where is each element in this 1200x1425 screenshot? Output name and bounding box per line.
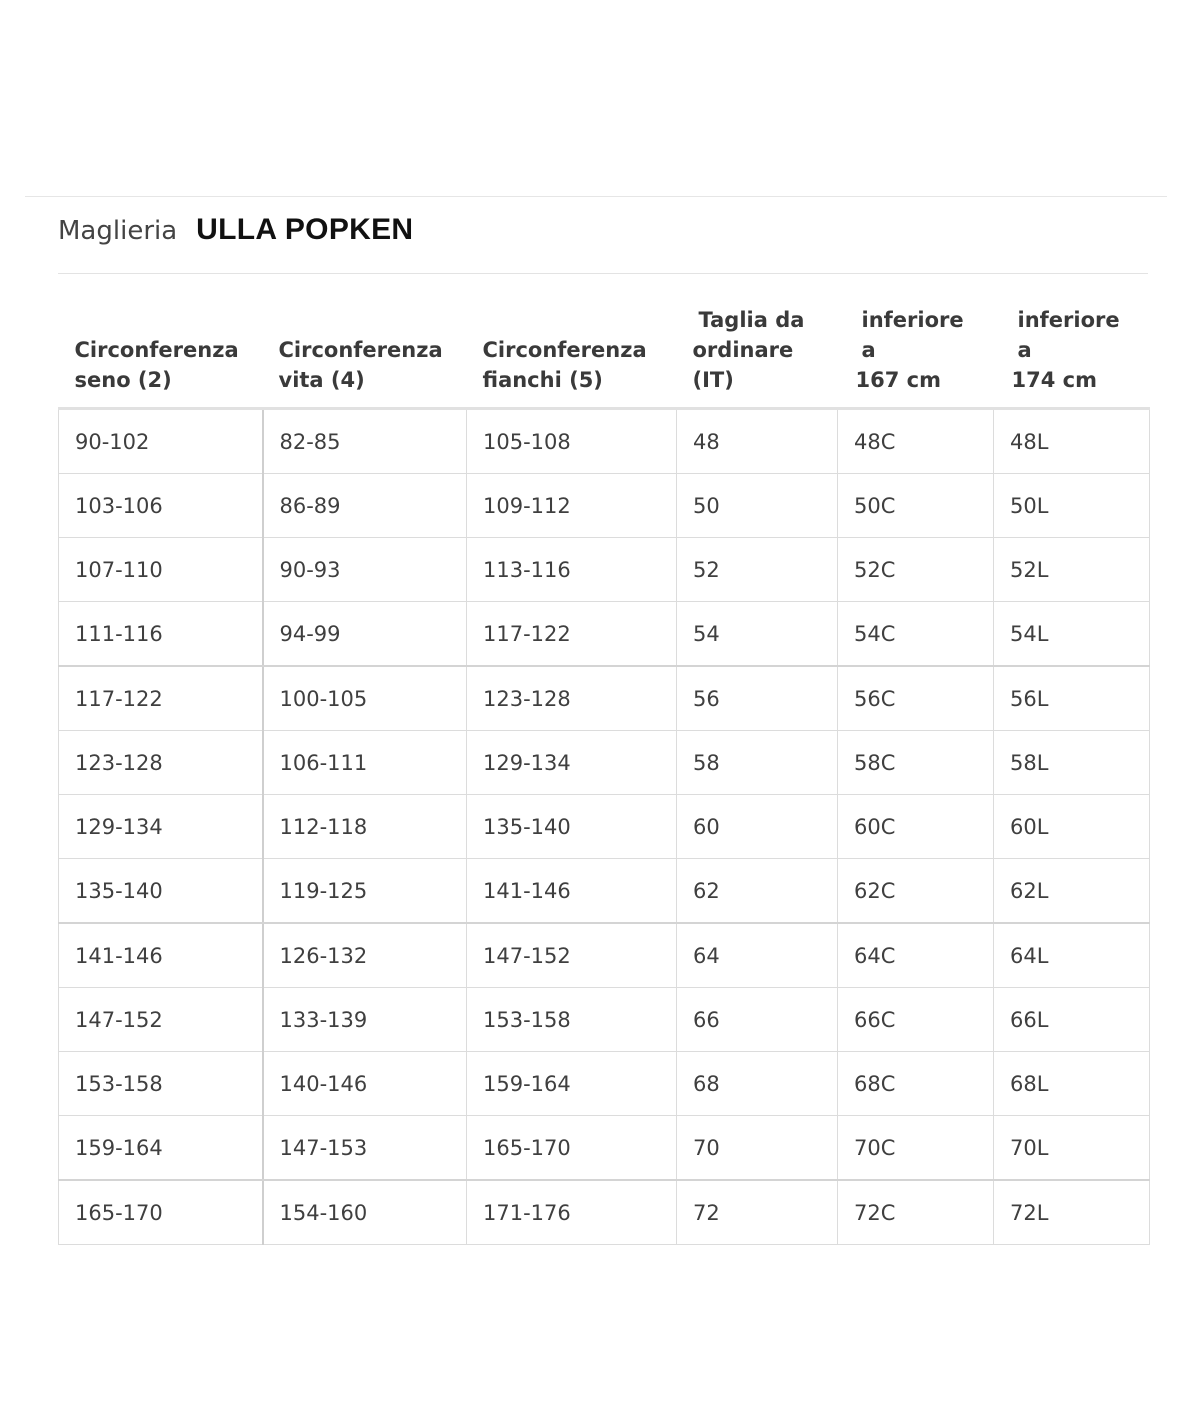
table-title — [58, 213, 413, 257]
table-row — [59, 795, 1150, 859]
header-waist — [263, 287, 467, 409]
cell-size-long: 64L — [994, 923, 1150, 988]
cell-bust: 147-152 — [59, 988, 263, 1052]
cell-size-long: 58L — [994, 731, 1150, 795]
header-under-174 — [994, 287, 1150, 409]
cell-bust: 123-128 — [59, 731, 263, 795]
cell-bust: 135-140 — [59, 859, 263, 924]
table-row — [59, 409, 1150, 474]
cell-waist: 100-105 — [263, 666, 467, 731]
cell-waist: 154-160 — [263, 1180, 467, 1245]
table-row — [59, 1180, 1150, 1245]
cell-size-short: 68C — [838, 1052, 994, 1116]
header-bust — [59, 287, 263, 409]
header-order-size — [677, 287, 838, 409]
cell-bust: 103-106 — [59, 474, 263, 538]
cell-order-size: 64 — [677, 923, 838, 988]
cell-size-long: 68L — [994, 1052, 1150, 1116]
cell-hips: 129-134 — [467, 731, 677, 795]
cell-bust: 111-116 — [59, 602, 263, 667]
header-line: vita (4) — [278, 368, 365, 392]
cell-hips: 141-146 — [467, 859, 677, 924]
cell-size-long: 48L — [994, 409, 1150, 474]
cell-size-short: 56C — [838, 666, 994, 731]
cell-order-size: 68 — [677, 1052, 838, 1116]
table-row — [59, 538, 1150, 602]
size-chart-table — [58, 287, 1150, 1245]
cell-size-long: 60L — [994, 795, 1150, 859]
cell-hips: 117-122 — [467, 602, 677, 667]
cell-order-size: 66 — [677, 988, 838, 1052]
cell-waist: 82-85 — [263, 409, 467, 474]
header-line: Circonferenza — [482, 338, 647, 362]
cell-order-size: 48 — [677, 409, 838, 474]
table-row — [59, 923, 1150, 988]
table-row — [59, 666, 1150, 731]
cell-size-long: 72L — [994, 1180, 1150, 1245]
cell-waist: 147-153 — [263, 1116, 467, 1181]
cell-waist: 112-118 — [263, 795, 467, 859]
cell-hips: 123-128 — [467, 666, 677, 731]
cell-size-short: 60C — [838, 795, 994, 859]
cell-size-long: 62L — [994, 859, 1150, 924]
cell-order-size: 60 — [677, 795, 838, 859]
cell-hips: 147-152 — [467, 923, 677, 988]
cell-waist: 86-89 — [263, 474, 467, 538]
cell-waist: 126-132 — [263, 923, 467, 988]
table-body — [59, 409, 1150, 1245]
header-line: Circonferenza — [278, 338, 443, 362]
cell-order-size: 72 — [677, 1180, 838, 1245]
cell-hips: 109-112 — [467, 474, 677, 538]
header-line: 174 cm — [1011, 368, 1097, 392]
cell-size-short: 72C — [838, 1180, 994, 1245]
cell-hips: 165-170 — [467, 1116, 677, 1181]
cell-order-size: 58 — [677, 731, 838, 795]
cell-waist: 90-93 — [263, 538, 467, 602]
cell-size-short: 66C — [838, 988, 994, 1052]
table-row — [59, 1116, 1150, 1181]
header-line: Circonferenza — [74, 338, 239, 362]
table-header — [59, 287, 1150, 409]
table-row — [59, 988, 1150, 1052]
cell-size-long: 52L — [994, 538, 1150, 602]
header-line: inferiore a — [861, 308, 964, 362]
header-line: seno (2) — [74, 368, 172, 392]
cell-order-size: 52 — [677, 538, 838, 602]
header-hips — [467, 287, 677, 409]
cell-size-long: 70L — [994, 1116, 1150, 1181]
table-row — [59, 474, 1150, 538]
table-row — [59, 602, 1150, 667]
cell-order-size: 70 — [677, 1116, 838, 1181]
cell-bust: 141-146 — [59, 923, 263, 988]
cell-bust: 107-110 — [59, 538, 263, 602]
cell-size-long: 54L — [994, 602, 1150, 667]
header-line: 167 cm — [855, 368, 941, 392]
section-label: Maglieria — [58, 216, 178, 246]
table-row — [59, 731, 1150, 795]
cell-waist: 106-111 — [263, 731, 467, 795]
cell-bust: 117-122 — [59, 666, 263, 731]
cell-hips: 171-176 — [467, 1180, 677, 1245]
cell-waist: 133-139 — [263, 988, 467, 1052]
header-line: (IT) — [692, 368, 734, 392]
cell-size-short: 52C — [838, 538, 994, 602]
cell-size-long: 56L — [994, 666, 1150, 731]
cell-bust: 129-134 — [59, 795, 263, 859]
cell-order-size: 50 — [677, 474, 838, 538]
cell-bust: 90-102 — [59, 409, 263, 474]
cell-size-long: 50L — [994, 474, 1150, 538]
header-line: inferiore a — [1017, 308, 1120, 362]
cell-size-short: 70C — [838, 1116, 994, 1181]
cell-hips: 105-108 — [467, 409, 677, 474]
cell-size-long: 66L — [994, 988, 1150, 1052]
header-line: Taglia da — [698, 308, 805, 332]
table-row — [59, 1052, 1150, 1116]
brand-name: ULLA POPKEN — [196, 213, 414, 246]
header-line: ordinare — [692, 338, 794, 362]
cell-waist: 94-99 — [263, 602, 467, 667]
cell-size-short: 64C — [838, 923, 994, 988]
cell-bust: 165-170 — [59, 1180, 263, 1245]
cell-size-short: 48C — [838, 409, 994, 474]
header-under-167 — [838, 287, 994, 409]
cell-size-short: 58C — [838, 731, 994, 795]
cell-order-size: 62 — [677, 859, 838, 924]
cell-size-short: 50C — [838, 474, 994, 538]
table-row — [59, 859, 1150, 924]
cell-waist: 119-125 — [263, 859, 467, 924]
header-line: fianchi (5) — [482, 368, 603, 392]
cell-hips: 113-116 — [467, 538, 677, 602]
cell-hips: 135-140 — [467, 795, 677, 859]
cell-hips: 153-158 — [467, 988, 677, 1052]
cell-waist: 140-146 — [263, 1052, 467, 1116]
cell-size-short: 62C — [838, 859, 994, 924]
cell-size-short: 54C — [838, 602, 994, 667]
cell-order-size: 56 — [677, 666, 838, 731]
header-row — [59, 287, 1150, 409]
cell-hips: 159-164 — [467, 1052, 677, 1116]
title-divider — [58, 273, 1148, 274]
top-divider — [25, 196, 1167, 197]
cell-bust: 159-164 — [59, 1116, 263, 1181]
cell-bust: 153-158 — [59, 1052, 263, 1116]
cell-order-size: 54 — [677, 602, 838, 667]
